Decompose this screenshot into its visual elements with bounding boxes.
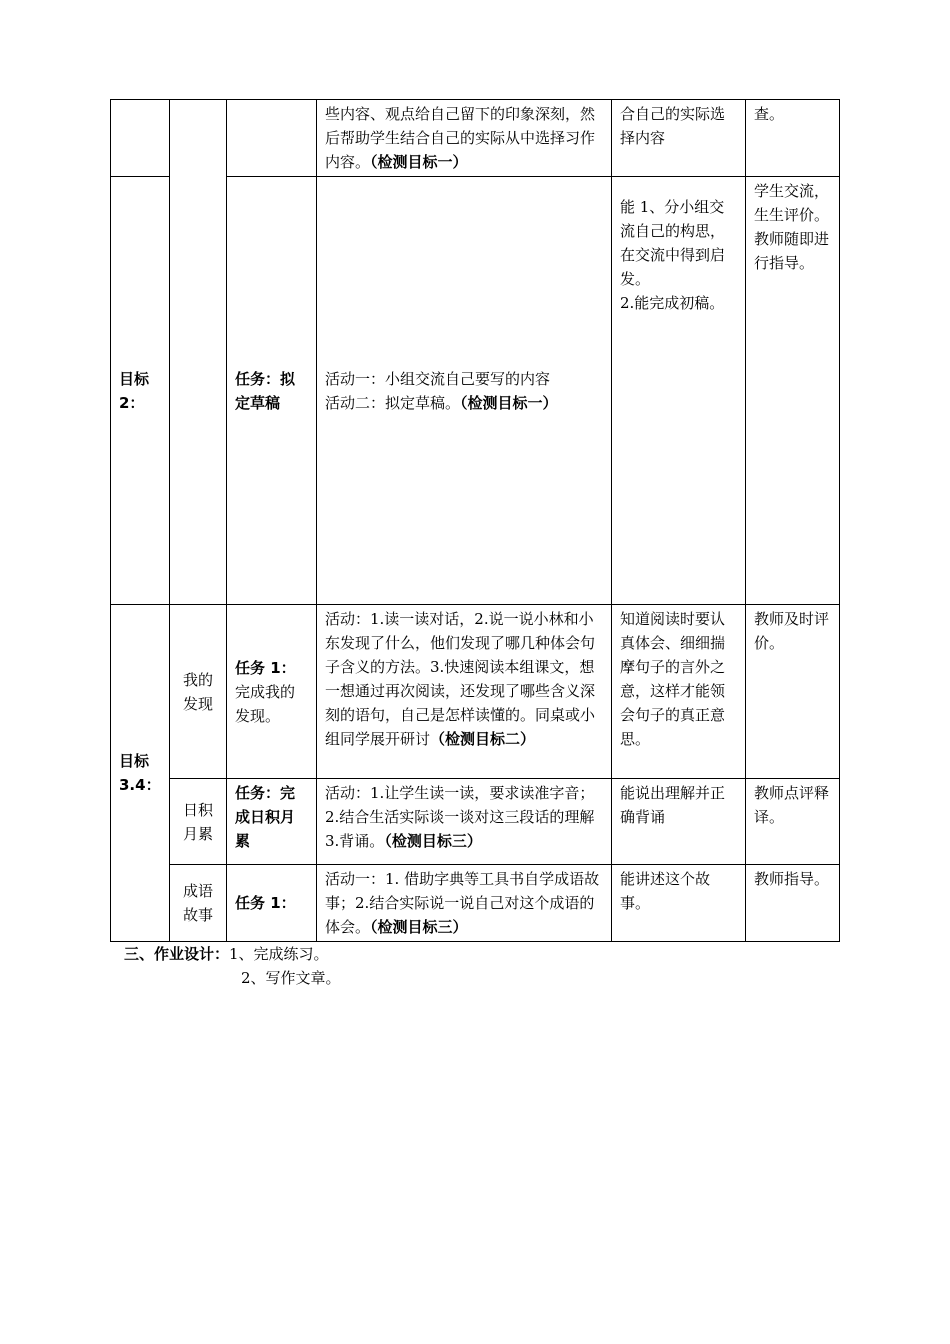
lesson-plan-table xyxy=(110,99,840,942)
evidence-cell: 合自己的实际选择内容 xyxy=(612,100,746,177)
evaluation-cell: 查。 xyxy=(746,100,840,177)
homework-label: 三、作业设计： xyxy=(124,945,230,963)
sub-label: 成语故事 xyxy=(170,865,227,942)
task-cell-empty xyxy=(227,100,317,177)
task-label: 任务：拟定草稿 xyxy=(227,177,317,605)
evidence-cell: 能 1、分小组交流自己的构思，在交流中得到启发。 2.能完成初稿。 xyxy=(612,177,746,605)
evidence-cell: 知道阅读时要认真体会、细细揣摩句子的言外之意，这样才能领会句子的真正意思。 xyxy=(612,605,746,779)
evaluation-cell: 教师及时评价。 xyxy=(746,605,840,779)
table-row xyxy=(111,605,840,779)
task-label: 任务 1： xyxy=(227,865,317,942)
evidence-cell: 能说出理解并正确背诵 xyxy=(612,779,746,865)
goal-cell-empty xyxy=(111,100,170,177)
activity-cell: 些内容、观点给自己留下的印象深刻，然后帮助学生结合自己的实际从中选择习作内容。（检测目标一） xyxy=(317,100,612,177)
evaluation-cell: 教师点评释译。 xyxy=(746,779,840,865)
evaluation-cell: 教师指导。 xyxy=(746,865,840,942)
activity-cell: 活动：1.让学生读一读，要求读准字音；2.结合生活实际谈一谈对这三段话的理解 3.背诵。（检测目标三） xyxy=(317,779,612,865)
table-row xyxy=(111,100,840,177)
table-row xyxy=(111,865,840,942)
task-label: 任务：完成日积月累 xyxy=(227,779,317,865)
activity-cell: 活动一：小组交流自己要写的内容 活动二：拟定草稿。（检测目标一） xyxy=(317,177,612,605)
evidence-cell: 能讲述这个故事。 xyxy=(612,865,746,942)
goal-label: 目标3.4： xyxy=(111,605,170,942)
activity-cell: 活动一：1. 借助字典等工具书自学成语故事；2.结合实际说一说自己对这个成语的体会。（检测目标三） xyxy=(317,865,612,942)
homework-section xyxy=(124,942,341,990)
activity-cell: 活动：1.读一读对话，2.说一说小林和小东发现了什么，他们发现了哪几种体会句子含义的方法。3.快速阅读本组课文，想一想通过再次阅读，还发现了哪些含义深刻的语句，自己是怎样读懂的。同桌或小组同学展开研讨（检测目标二） xyxy=(317,605,612,779)
sub-cell-empty xyxy=(170,100,227,605)
homework-item: 1、完成练习。 xyxy=(229,945,329,963)
goal-label: 目标2： xyxy=(111,177,170,605)
sub-label: 我的发现 xyxy=(170,605,227,779)
evaluation-cell: 学生交流，生生评价。教师随即进行指导。 xyxy=(746,177,840,605)
task-label: 任务 1：完成我的发现。 xyxy=(227,605,317,779)
homework-item: 2、写作文章。 xyxy=(241,969,341,987)
sub-label: 日积月累 xyxy=(170,779,227,865)
table-row xyxy=(111,779,840,865)
